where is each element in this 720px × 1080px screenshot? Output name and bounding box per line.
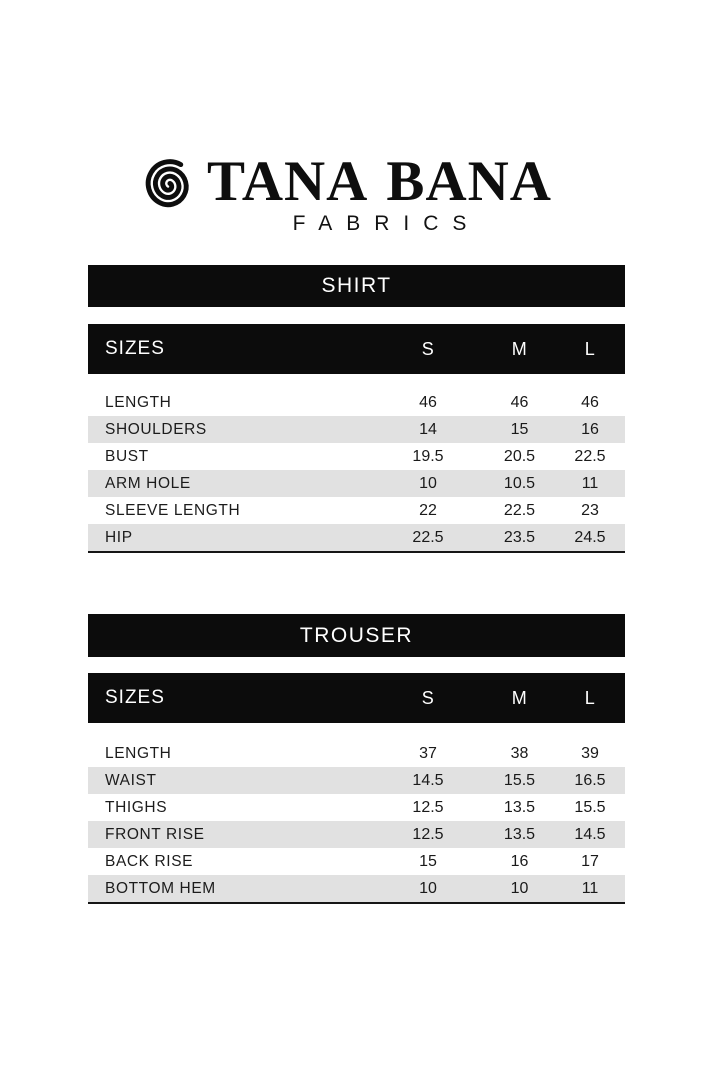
trouser-column-header-s: S [421, 687, 435, 708]
table-row-waist [88, 767, 625, 794]
row-value-l: 16.5 [574, 771, 606, 789]
row-label: SHOULDERS [105, 420, 207, 438]
brand-logo [0, 0, 720, 236]
trouser-table-title: TROUSER [299, 623, 414, 647]
shirt-column-header-m: M [511, 338, 528, 359]
brand-name: TANA BANA [207, 150, 552, 213]
table-row-sleeve-length [88, 497, 625, 524]
trouser-sizes-header-bar [88, 673, 625, 723]
row-label: WAIST [105, 771, 157, 789]
row-value-l: 39 [581, 744, 599, 762]
row-value-l: 22.5 [574, 447, 606, 465]
row-value-l: 46 [581, 393, 599, 411]
row-value-m: 15 [510, 420, 529, 438]
table-row-thighs [88, 794, 625, 821]
row-value-l: 23 [581, 501, 599, 519]
shirt-column-header-l: L [584, 338, 596, 359]
shirt-sizes-header-bar [88, 324, 625, 374]
table-row-bottom-hem [88, 875, 625, 902]
trouser-sizes-label: SIZES [105, 687, 165, 708]
row-value-m: 46 [510, 393, 529, 411]
row-value-m: 13.5 [503, 825, 536, 843]
brand-lockup [140, 150, 552, 236]
row-label: BUST [105, 447, 149, 465]
row-value-l: 11 [581, 879, 599, 897]
row-value-s: 14 [419, 420, 437, 438]
table-row-length [88, 740, 625, 767]
trouser-column-header-l: L [584, 687, 596, 708]
row-value-l: 15.5 [574, 798, 606, 816]
table-row-arm-hole [88, 470, 625, 497]
trouser-size-table [88, 614, 625, 904]
trouser-column-header-m: M [511, 687, 528, 708]
row-value-m: 22.5 [503, 501, 536, 519]
row-value-m: 23.5 [503, 528, 536, 546]
row-value-s: 14.5 [412, 771, 444, 789]
trouser-title-bar [88, 614, 625, 657]
shirt-size-table [88, 265, 625, 553]
spiral-logo-icon [140, 156, 198, 214]
row-value-m: 20.5 [503, 447, 536, 465]
table-row-front-rise [88, 821, 625, 848]
table-row-shoulders [88, 416, 625, 443]
shirt-sizes-label: SIZES [105, 338, 165, 359]
row-label: HIP [105, 528, 133, 546]
trouser-rows [88, 740, 625, 904]
row-value-l: 14.5 [574, 825, 606, 843]
shirt-rows [88, 389, 625, 553]
row-value-s: 46 [419, 393, 437, 411]
row-value-s: 22.5 [412, 528, 444, 546]
shirt-title-bar [88, 265, 625, 307]
row-value-s: 22 [419, 501, 437, 519]
row-value-l: 17 [581, 852, 599, 870]
row-value-s: 19.5 [412, 447, 444, 465]
row-label: BACK RISE [105, 852, 194, 870]
table-row-hip [88, 524, 625, 551]
table-row-bust [88, 443, 625, 470]
row-label: THIGHS [105, 798, 168, 816]
row-label: BOTTOM HEM [105, 879, 216, 897]
table-row-length [88, 389, 625, 416]
row-value-m: 38 [510, 744, 529, 762]
row-value-s: 10 [419, 474, 437, 492]
shirt-column-header-s: S [421, 338, 435, 359]
row-label: SLEEVE LENGTH [105, 501, 241, 519]
row-value-m: 10.5 [503, 474, 536, 492]
row-value-l: 24.5 [574, 528, 606, 546]
shirt-table-title: SHIRT [321, 274, 392, 297]
row-value-s: 10 [419, 879, 437, 897]
table-row-back-rise [88, 848, 625, 875]
row-value-l: 16 [581, 420, 599, 438]
brand-subtitle: FABRICS [292, 212, 481, 235]
brand-text-block [207, 150, 552, 236]
row-label: LENGTH [105, 744, 172, 762]
row-value-m: 13.5 [503, 798, 536, 816]
row-label: ARM HOLE [105, 474, 191, 492]
row-value-l: 11 [581, 474, 599, 492]
row-value-s: 12.5 [412, 798, 444, 816]
row-label: LENGTH [105, 393, 172, 411]
row-value-m: 15.5 [503, 771, 536, 789]
row-value-s: 37 [419, 744, 437, 762]
row-value-s: 12.5 [412, 825, 444, 843]
row-label: FRONT RISE [105, 825, 205, 843]
row-value-s: 15 [419, 852, 437, 870]
row-value-m: 10 [510, 879, 529, 897]
row-value-m: 16 [510, 852, 529, 870]
